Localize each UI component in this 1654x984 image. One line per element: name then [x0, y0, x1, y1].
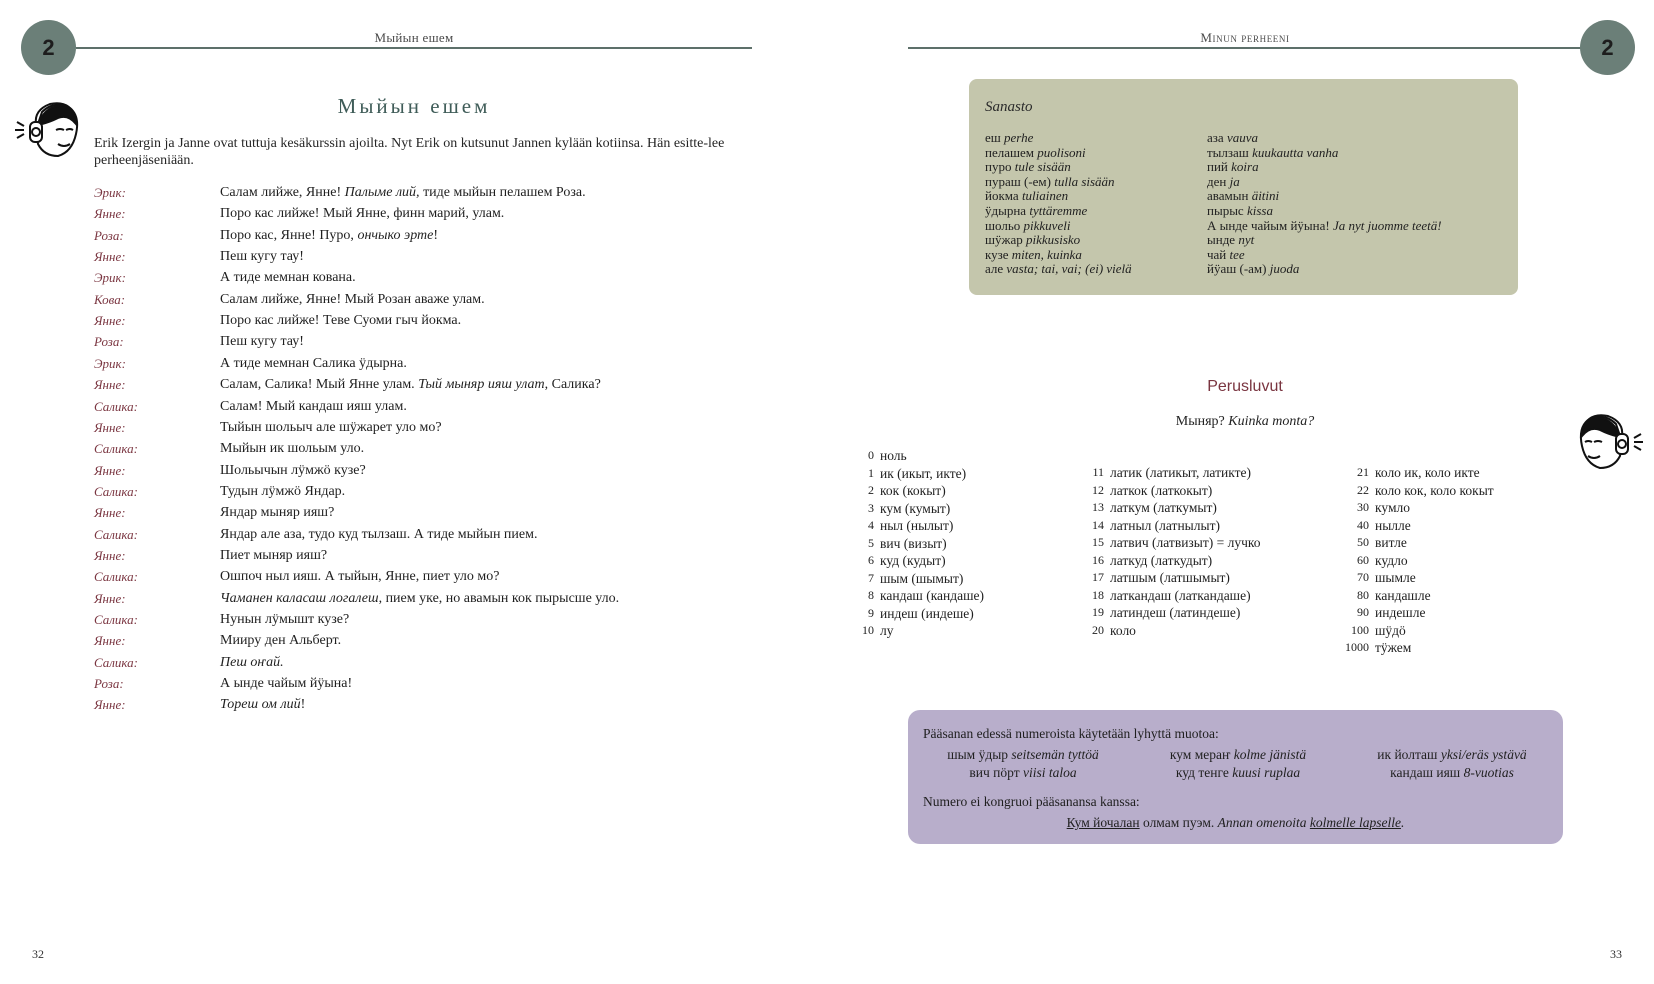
number-digit: 2: [868, 483, 874, 497]
dialogue-line: [220, 612, 349, 628]
vocab-translation: äitini: [1251, 188, 1280, 204]
number-word: латвич (латвизыт) = лучко: [1110, 535, 1261, 550]
dialogue-line: [220, 249, 304, 265]
dialogue-line: [220, 527, 538, 543]
vocabulary-entry: [1207, 146, 1442, 161]
dialogue-fragment: А тиде мемнан Салика ӱдырна.: [220, 355, 407, 371]
dialogue-fragment: Яндар але аза, тудо куд тылзаш. А тиде мыйын пием.: [220, 526, 538, 542]
dialogue-line: [220, 676, 352, 692]
vocab-translation: ja: [1229, 173, 1240, 189]
example-underlined: Кум йочалан: [1066, 815, 1140, 830]
speaker-name: Янне:: [94, 505, 126, 521]
dialogue-line: [220, 591, 619, 607]
number-digit: 40: [1357, 517, 1369, 532]
number-digit: 15: [1092, 535, 1104, 549]
speaker-name: Янне:: [94, 377, 126, 393]
number-word: индешле: [1375, 605, 1426, 620]
vocab-translation: nyt: [1238, 232, 1255, 248]
dialogue-line: [220, 399, 407, 415]
number-digit: 17: [1092, 570, 1104, 584]
dialogue-line: [220, 633, 341, 649]
number-row: [868, 448, 1130, 466]
vocabulary-column: [985, 131, 1132, 277]
header-rule: [908, 47, 1582, 49]
number-word: вич (визыт): [880, 535, 947, 551]
number-word: коло кок, коло кокыт: [1375, 482, 1494, 498]
number-digit: 90: [1357, 605, 1369, 619]
number-row: [1357, 465, 1605, 483]
speaker-name: Роза:: [94, 334, 124, 350]
number-digit: 7: [868, 570, 874, 585]
dialogue-fragment: !: [300, 697, 306, 713]
dialogue-fragment: Поро кас, Янне! Пуро,: [220, 227, 358, 243]
numbers-question: [908, 414, 1582, 430]
number-digit: 50: [1357, 535, 1369, 549]
vocabulary-entry: [1207, 219, 1442, 234]
number-digit: 19: [1092, 605, 1104, 619]
headphones-listening-icon: [14, 98, 84, 162]
vocab-translation: kissa: [1246, 202, 1273, 218]
vocab-translation: perhe: [1004, 130, 1034, 145]
number-word: коло: [1110, 622, 1136, 638]
vocab-translation: tulla sisään: [1054, 173, 1115, 189]
dialogue-fragment: Пеш оҥай.: [220, 654, 284, 670]
dialogue-fragment: Салам, Салика! Мый Янне улам.: [220, 377, 419, 393]
dialogue-fragment: Пиет мыняр ияш?: [220, 547, 328, 563]
number-digit: 60: [1357, 552, 1369, 567]
vocabulary-entry: [1207, 233, 1442, 248]
vocab-translation: Ja nyt juomme teetä!: [1332, 217, 1442, 233]
note-example-mari: кум мераҥ: [1169, 747, 1231, 762]
number-digit: 11: [1092, 465, 1104, 479]
vocab-word: аза: [1207, 130, 1224, 145]
number-word: куд (кудыт): [880, 553, 946, 568]
number-row: [1357, 482, 1605, 501]
number-word: индеш (индеше): [880, 605, 974, 621]
page-number-right: 33: [1610, 947, 1622, 961]
vocab-translation: juoda: [1269, 261, 1300, 277]
vocab-word: пураш (-ем): [985, 173, 1051, 189]
number-digit: 80: [1357, 587, 1369, 602]
number-digit: 22: [1357, 482, 1369, 497]
vocab-word: йӱаш (-ам): [1207, 261, 1267, 277]
number-word: нылле: [1375, 517, 1411, 533]
number-word: кок (кокыт): [880, 483, 946, 498]
dialogue-line: [220, 228, 438, 244]
speaker-name: Эрик:: [94, 270, 126, 286]
vocab-word: А ынде чайым йӱына!: [1207, 217, 1330, 233]
number-digit: 1000: [1345, 640, 1369, 654]
number-word: латкуд (латкудыт): [1110, 552, 1213, 568]
note-example: [1128, 747, 1348, 763]
vocabulary-title: Sanasto: [985, 99, 1033, 115]
vocab-word: ӱдырна: [985, 202, 1027, 218]
dialogue-fragment: А ынде чайым йӱына!: [220, 676, 353, 692]
dialogue-line: [220, 463, 366, 479]
dialogue-line: [220, 655, 284, 671]
number-word: латик (латикыт, латикте): [1110, 465, 1251, 480]
vocab-word: шольо: [985, 217, 1021, 233]
vocab-translation: pikkuveli: [1023, 217, 1071, 233]
speaker-name: Эрик:: [94, 355, 126, 371]
speaker-name: Янне:: [94, 462, 126, 478]
number-word: кандаш (кандаше): [880, 588, 985, 603]
example-text: олмам пуэм.: [1139, 815, 1218, 830]
speaker-name: Салика:: [94, 569, 139, 585]
vocab-translation: kuukautta vanha: [1252, 144, 1339, 160]
speaker-name: Янне:: [94, 547, 126, 563]
vocabulary-entry: [1207, 175, 1442, 190]
number-row: [1357, 605, 1605, 623]
vocabulary-entry: [985, 204, 1132, 219]
dialogue-fragment: Нунын лӱмышт кузе?: [220, 612, 350, 627]
number-digit: 8: [868, 588, 874, 602]
speaker-name: Роза:: [94, 227, 124, 243]
note-example-finnish: yksi/eräs ystävä: [1440, 747, 1527, 762]
number-word: ноль: [880, 448, 907, 463]
vocab-translation: tuliainen: [1021, 188, 1069, 204]
number-word: шымле: [1375, 570, 1416, 585]
dialogue-fragment: Мыйын ик шольым уло.: [220, 441, 365, 457]
speaker-name: Салика:: [94, 612, 139, 627]
note-example-mari: вич пӧрт: [969, 765, 1020, 780]
number-digit: 9: [868, 605, 874, 620]
number-row: [1357, 500, 1605, 518]
running-title: Мыйын ешем: [374, 30, 454, 45]
vocab-word: шӱжар: [985, 232, 1023, 248]
dialogue-fragment: Пеш кугу тау!: [220, 249, 304, 265]
speaker-name: Янне:: [94, 697, 126, 713]
dialogue-fragment: Тый мыняр ияш улат: [418, 377, 545, 393]
vocabulary-column: [1207, 131, 1442, 277]
number-word: латшым (латшымыт): [1110, 570, 1230, 585]
chapter-badge: [21, 20, 76, 75]
dialogue-fragment: Салам лийже, Янне!: [220, 185, 345, 200]
dialogue-fragment: Салам! Мый кандаш ияш улам.: [220, 398, 407, 414]
vocab-word: пий: [1207, 159, 1228, 175]
number-word: латиндеш (латиндеше): [1110, 605, 1241, 620]
dialogue-fragment: Поро кас лийже! Мый Янне, финн марий, улам.: [220, 206, 505, 222]
dialogue-line: [220, 484, 345, 500]
number-row: [1357, 535, 1605, 553]
note-example-mari: кандаш ияш: [1390, 765, 1461, 780]
dialogue-fragment: Яндар мыняр ияш?: [220, 505, 335, 521]
number-word: коло ик, коло икте: [1375, 465, 1480, 480]
number-word: лу: [880, 623, 894, 638]
numbers-column: [1345, 465, 1605, 658]
vocab-word: тылзаш: [1207, 144, 1249, 160]
number-digit: 6: [868, 553, 874, 567]
number-word: латкок (латкокыт): [1110, 482, 1213, 498]
example-translation: Annan omenoita: [1217, 815, 1310, 830]
vocab-word: ден: [1207, 173, 1227, 189]
vocab-word: йокма: [985, 188, 1019, 204]
note-example-mari: ик йолташ: [1377, 747, 1438, 762]
dialogue-line: [220, 548, 327, 564]
dialogue-fragment: А тиде мемнан кована.: [220, 270, 356, 286]
note-example: [1342, 765, 1562, 781]
number-digit: 13: [1092, 500, 1104, 514]
dialogue-fragment: Тудын лӱмжӧ Яндар.: [220, 483, 346, 499]
note-example-finnish: kuusi ruplaa: [1232, 765, 1301, 780]
number-digit: 5: [868, 535, 874, 550]
speaker-name: Салика:: [94, 654, 139, 670]
vocab-word: чай: [1207, 246, 1227, 262]
note-example-mari: шым ӱдыр: [947, 747, 1009, 762]
vocab-translation: koira: [1231, 159, 1259, 175]
vocab-word: пуро: [985, 159, 1012, 175]
number-digit: 16: [1092, 552, 1104, 567]
number-row: [1351, 622, 1605, 641]
vocabulary-entry: [1207, 189, 1442, 204]
vocab-word: кузе: [985, 246, 1009, 262]
example-underlined: kolmelle lapselle: [1309, 815, 1401, 830]
vocabulary-entry: [985, 160, 1132, 175]
note-example-finnish: seitsemän tyttöä: [1011, 747, 1099, 762]
number-digit: 0: [868, 448, 874, 462]
vocab-translation: tee: [1229, 246, 1245, 262]
number-row: [1357, 517, 1605, 536]
speaker-name: Роза:: [94, 676, 124, 692]
vocab-word: ынде: [1207, 232, 1236, 248]
note-line: Numero ei kongruoi pääsanansa kanssa:: [923, 794, 1140, 809]
grammar-note-box: [908, 710, 1563, 844]
note-example-finnish: kolme jänistä: [1233, 747, 1307, 762]
number-word: кудло: [1375, 552, 1408, 568]
dialogue-fragment: Тыйын шольыч але шӱжарет уло мо?: [220, 419, 442, 435]
vocab-translation: tule sisään: [1014, 159, 1071, 175]
note-example: [1342, 747, 1562, 763]
vocab-translation: vauva: [1226, 130, 1258, 145]
vocabulary-entry: [1207, 131, 1442, 146]
vocab-translation: pikkusisko: [1026, 232, 1081, 248]
number-word: латкум (латкумыт): [1110, 500, 1217, 515]
dialogue-line: [220, 505, 334, 521]
number-word: латныл (латнылыт): [1110, 517, 1220, 533]
dialogue-fragment: Тореш ом лий: [220, 697, 301, 713]
number-row: [1345, 640, 1605, 658]
dialogue-fragment: Салам лийже, Янне! Мый Розан аваже улам.: [220, 291, 485, 307]
vocab-word: але: [985, 261, 1004, 277]
speaker-name: Салика:: [94, 526, 139, 542]
speaker-name: Янне:: [94, 249, 126, 265]
dialogue-line: [220, 356, 407, 372]
note-example: [913, 747, 1133, 763]
number-word: ик (икыт, икте): [880, 465, 967, 481]
number-digit: 20: [1092, 622, 1104, 637]
number-word: кандашле: [1375, 587, 1431, 603]
speaker-name: Янне:: [94, 633, 126, 649]
vocab-word: еш: [985, 130, 1001, 145]
dialogue-line: [220, 270, 356, 286]
dialogue-line: [220, 185, 586, 201]
number-digit: 100: [1351, 622, 1369, 637]
vocabulary-entry: [985, 219, 1132, 234]
dialogue-line: [220, 334, 304, 350]
speaker-name: Янне:: [94, 419, 126, 435]
question-finnish: Kuinka monta?: [1228, 414, 1315, 429]
dialogue-fragment: Чаманен каласаш логалеш: [220, 590, 379, 606]
dialogue-line: [220, 313, 461, 329]
number-digit: 30: [1357, 500, 1369, 514]
dialogue-line: [220, 292, 485, 308]
chapter-badge: [1580, 20, 1635, 75]
note-example-finnish: viisi taloa: [1022, 765, 1077, 780]
vocab-word: пелашем: [985, 144, 1034, 160]
number-row: [1357, 570, 1605, 588]
dialogue-fragment: , пием уке, но авамын кок пырысше уло.: [378, 590, 620, 606]
dialogue-fragment: Шольычын лӱмжӧ кузе?: [220, 462, 366, 478]
speaker-name: Салика:: [94, 441, 139, 457]
dialogue-fragment: Пеш кугу тау!: [220, 334, 304, 350]
note-example: [913, 765, 1133, 781]
vocab-translation: vasta; tai, vai; (ei) vielä: [1006, 261, 1132, 277]
number-digit: 4: [868, 518, 874, 532]
dialogue-line: [220, 206, 504, 222]
number-word: шӱдӧ: [1375, 622, 1406, 638]
dialogue-fragment: Палыме лий,: [344, 185, 420, 200]
number-digit: 12: [1092, 482, 1104, 497]
vocabulary-entry: [1207, 248, 1442, 263]
number-word: тӱжем: [1375, 640, 1412, 655]
dialogue-line: [220, 569, 499, 585]
vocab-word: авамын: [1207, 188, 1249, 204]
number-digit: 21: [1357, 465, 1369, 479]
chapter-number: 2: [42, 34, 55, 60]
note-example-finnish: 8-vuotias: [1463, 765, 1514, 780]
number-digit: 18: [1092, 587, 1104, 602]
example-text: .: [1400, 815, 1405, 830]
dialogue-line: [220, 441, 364, 457]
dialogue-fragment: ончыко эрте: [357, 227, 434, 243]
number-digit: 1: [868, 465, 874, 480]
vocabulary-entry: [985, 175, 1132, 190]
number-digit: 10: [862, 623, 874, 637]
vocabulary-entry: [1207, 204, 1442, 219]
page-number-left: 32: [32, 947, 44, 961]
number-row: [1357, 552, 1605, 571]
question-mari: Мыняр?: [1175, 414, 1225, 429]
vocabulary-entry: [1207, 262, 1442, 277]
vocabulary-entry: [985, 233, 1132, 248]
speaker-name: Кова:: [94, 291, 126, 307]
speaker-name: Салика:: [94, 398, 139, 414]
vocabulary-entry: [985, 248, 1132, 263]
note-example-mari: куд тенге: [1175, 765, 1229, 780]
number-word: витле: [1375, 535, 1407, 550]
intro-paragraph: Erik Izergin ja Janne ovat tuttuja kesäkurssin ajoilta. Nyt Erik on kutsunut Jannen kylään kotiinsa. Hän esitte-lee perheenjäseniään.: [94, 136, 725, 168]
header-rule: [76, 47, 752, 49]
number-word: кумло: [1375, 500, 1410, 515]
dialogue-fragment: Мииру ден Альберт.: [220, 633, 342, 649]
speaker-name: Салика:: [94, 483, 139, 499]
vocab-translation: tyttäremme: [1029, 202, 1088, 218]
number-digit: 3: [868, 500, 874, 515]
dialogue-line: [220, 377, 601, 393]
dialogue-line: [220, 420, 442, 436]
vocabulary-entry: [1207, 160, 1442, 175]
number-word: ныл (нылыт): [880, 518, 954, 533]
vocab-word: пырыс: [1207, 202, 1244, 218]
dialogue-fragment: !: [433, 227, 439, 243]
number-digit: 70: [1357, 570, 1369, 584]
vocab-translation: puolisoni: [1037, 144, 1086, 160]
dialogue-fragment: Поро кас лийже! Теве Суоми гыч йокма.: [220, 313, 462, 329]
dialogue-fragment: Ошпоч ныл ияш. А тыйын, Янне, пиет уло мо?: [220, 569, 500, 585]
number-word: шым (шымыт): [880, 570, 964, 586]
chapter-number: 2: [1601, 34, 1614, 60]
note-example: [1128, 765, 1348, 781]
dialogue-fragment: , Салика?: [544, 377, 601, 393]
number-word: латкандаш (латкандаше): [1110, 587, 1251, 603]
number-row: [1357, 587, 1605, 606]
speaker-name: Янне:: [94, 313, 126, 329]
running-title: Minun perheeni: [1200, 30, 1290, 45]
vocabulary-entry: [985, 189, 1132, 204]
page-title: Мыйын ешем: [337, 94, 491, 118]
vocab-translation: miten, kuinka: [1011, 246, 1082, 262]
speaker-name: Янне:: [94, 590, 126, 606]
speaker-name: Эрик:: [94, 185, 126, 200]
speaker-name: Янне:: [94, 206, 126, 222]
number-word: кум (кумыт): [880, 500, 951, 516]
vocabulary-box: [969, 79, 1518, 295]
dialogue-line: [220, 697, 305, 713]
note-line: Pääsanan edessä numeroista käytetään lyhyttä muotoa:: [923, 726, 1219, 741]
vocabulary-entry: [985, 146, 1132, 161]
number-digit: 14: [1092, 517, 1104, 532]
vocabulary-entry: [985, 131, 1132, 146]
note-example-sentence: [908, 815, 1563, 831]
vocabulary-entry: [985, 262, 1132, 277]
numbers-section-title: Perusluvut: [1207, 378, 1283, 395]
dialogue-fragment: тиде мыйын пелашем Роза.: [419, 185, 586, 200]
